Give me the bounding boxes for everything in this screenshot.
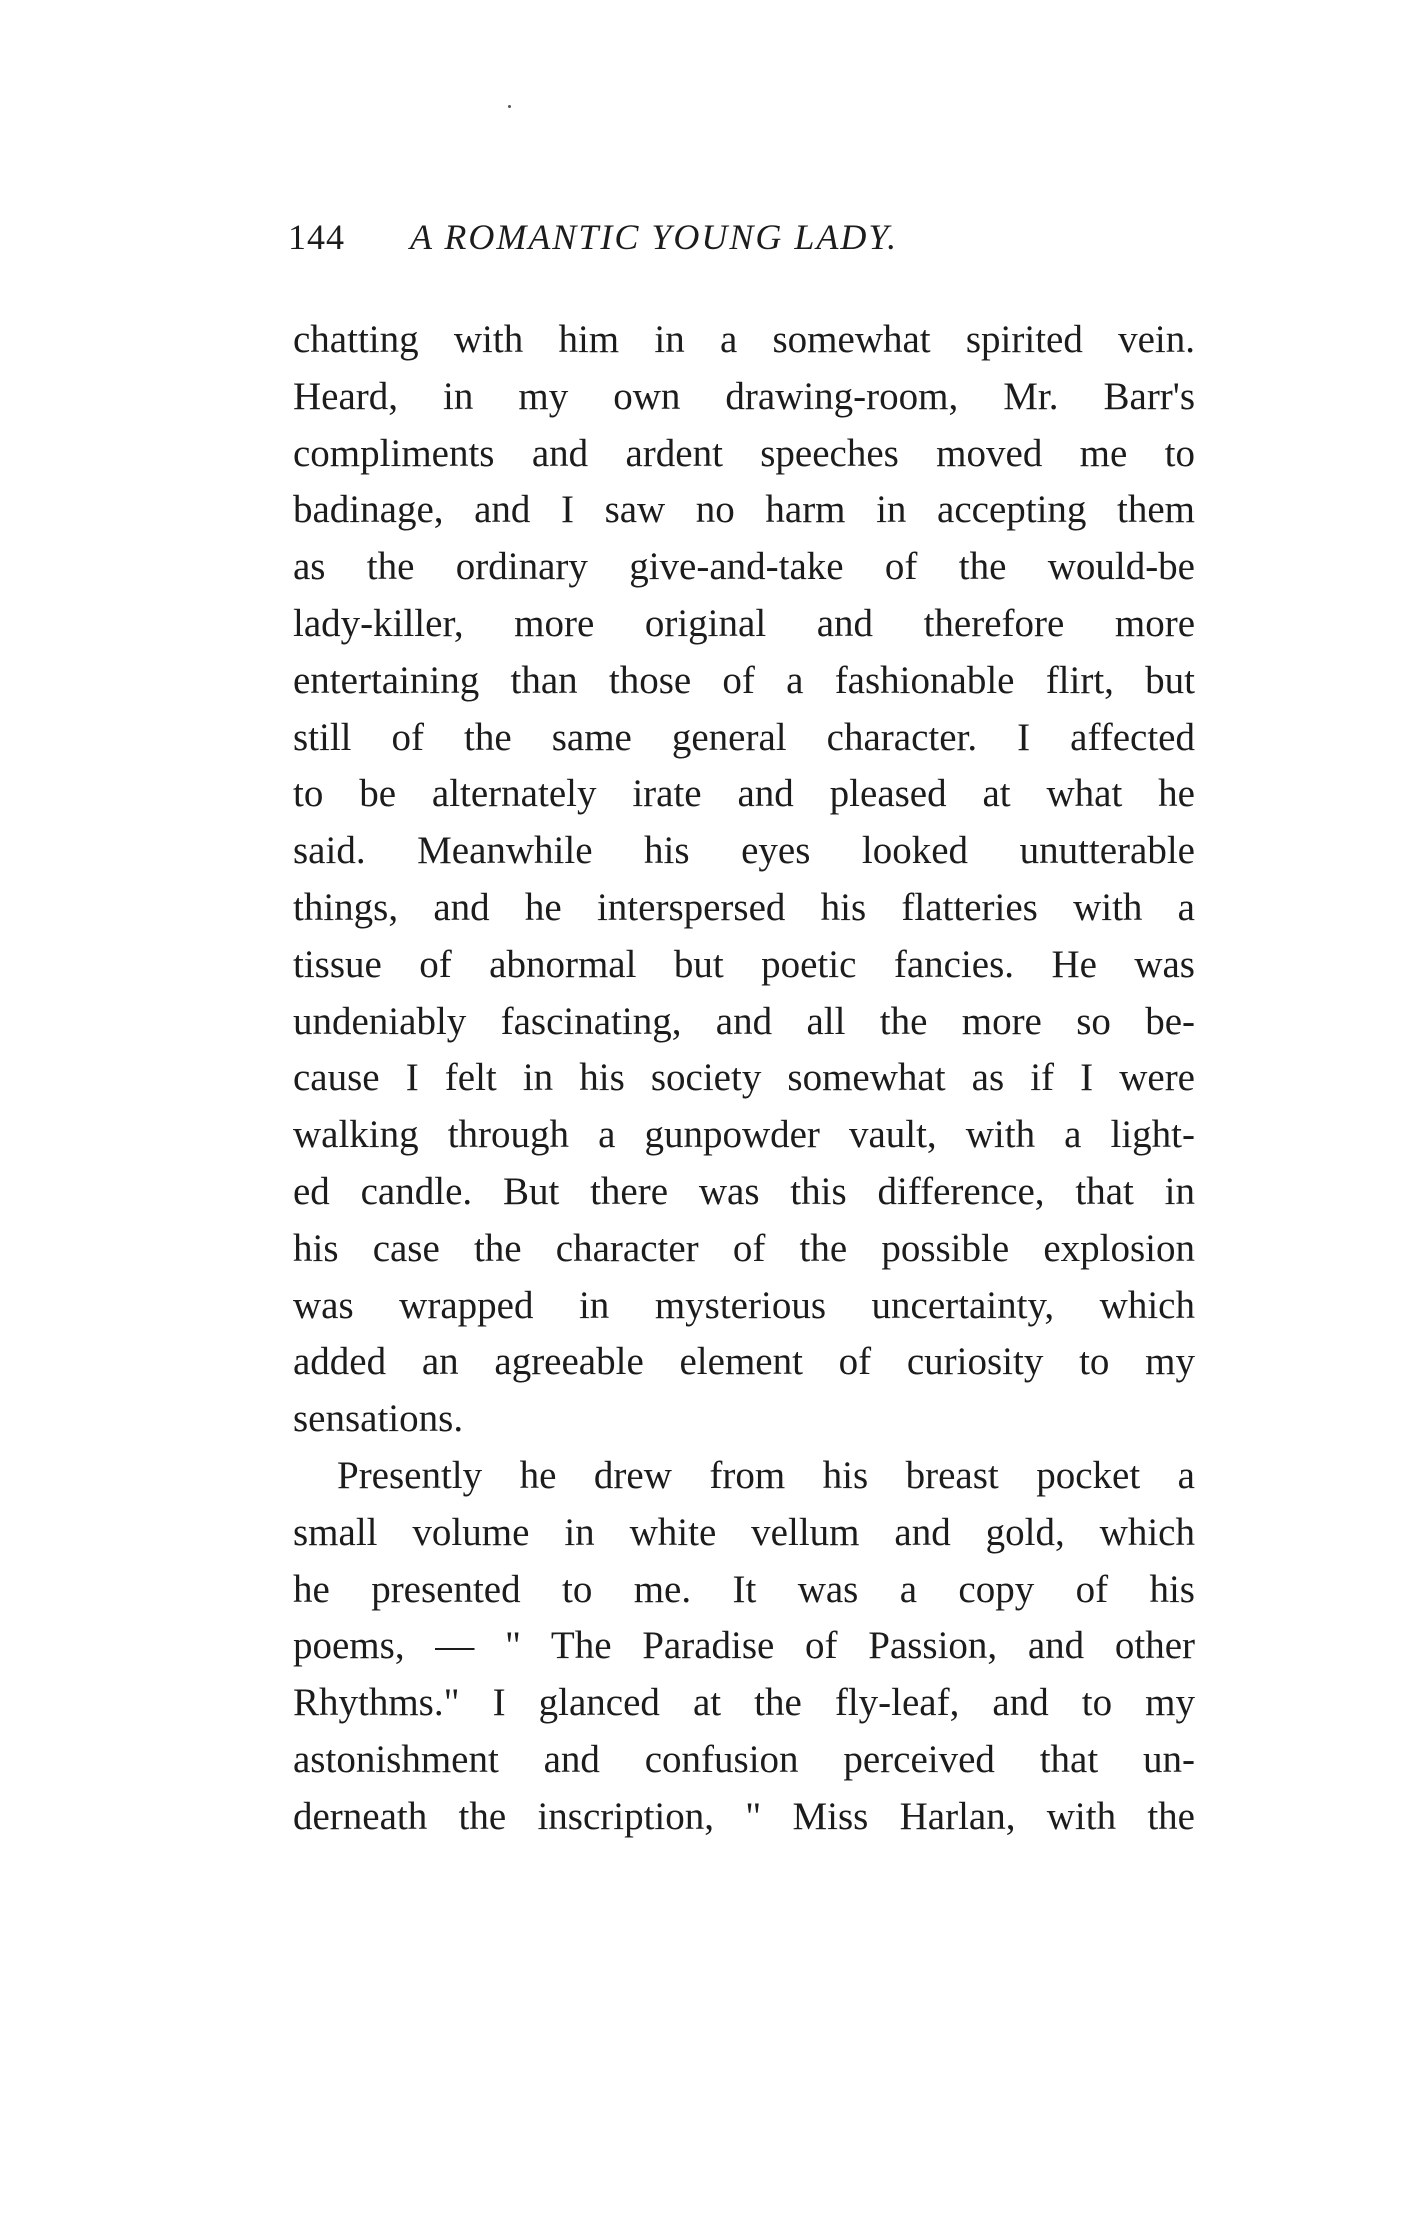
text-line: poems, — " The Paradise of Passion, and other [293,1624,1195,1668]
text-line: entertaining than those of a fashionable flirt, but [293,658,1195,702]
text-line: to be alternately irate and pleased at what he [293,772,1195,816]
text-line: things, and he interspersed his flatteries with a [293,885,1195,929]
text-line: said. Meanwhile his eyes looked unutterable [293,829,1195,873]
text-line: his case the character of the possible explosion [293,1226,1195,1270]
text-line: added an agreeable element of curiosity to my [293,1340,1195,1384]
text-line: Presently he drew from his breast pocket a [337,1453,1195,1497]
text-line: small volume in white vellum and gold, which [293,1510,1195,1554]
text-line: walking through a gunpowder vault, with a light- [293,1113,1195,1157]
text-line: undeniably fascinating, and all the more so be- [293,999,1195,1043]
text-line: ed candle. But there was this difference, that in [293,1169,1195,1213]
text-line: badinage, and I saw no harm in accepting them [293,488,1195,532]
text-line: tissue of abnormal but poetic fancies. He was [293,942,1195,986]
text-line: cause I felt in his society somewhat as if I were [293,1056,1195,1100]
text-line: sensations. [293,1397,464,1441]
print-speck [508,105,511,108]
running-head [288,212,1208,262]
text-line: derneath the inscription, " Miss Harlan, with the [293,1794,1195,1838]
text-line: was wrapped in mysterious uncertainty, which [293,1283,1195,1327]
text-line: chatting with him in a somewhat spirited vein. [293,318,1195,361]
text-line: astonishment and confusion perceived that un- [293,1737,1195,1781]
page-number: 144 [288,217,345,257]
text-line: still of the same general character. I affected [293,715,1195,759]
running-title: A ROMANTIC YOUNG LADY. [410,217,899,257]
text-line: lady-killer, more original and therefore more [293,601,1195,645]
text-line: he presented to me. It was a copy of his [293,1567,1195,1611]
text-line: Heard, in my own drawing-room, Mr. Barr's [293,374,1195,418]
text-line: Rhythms." I glanced at the fly-leaf, and to my [293,1681,1195,1725]
text-line: compliments and ardent speeches moved me to [293,431,1195,475]
body-text [293,312,1195,1846]
text-line: as the ordinary give-and-take of the would-be [293,545,1195,589]
